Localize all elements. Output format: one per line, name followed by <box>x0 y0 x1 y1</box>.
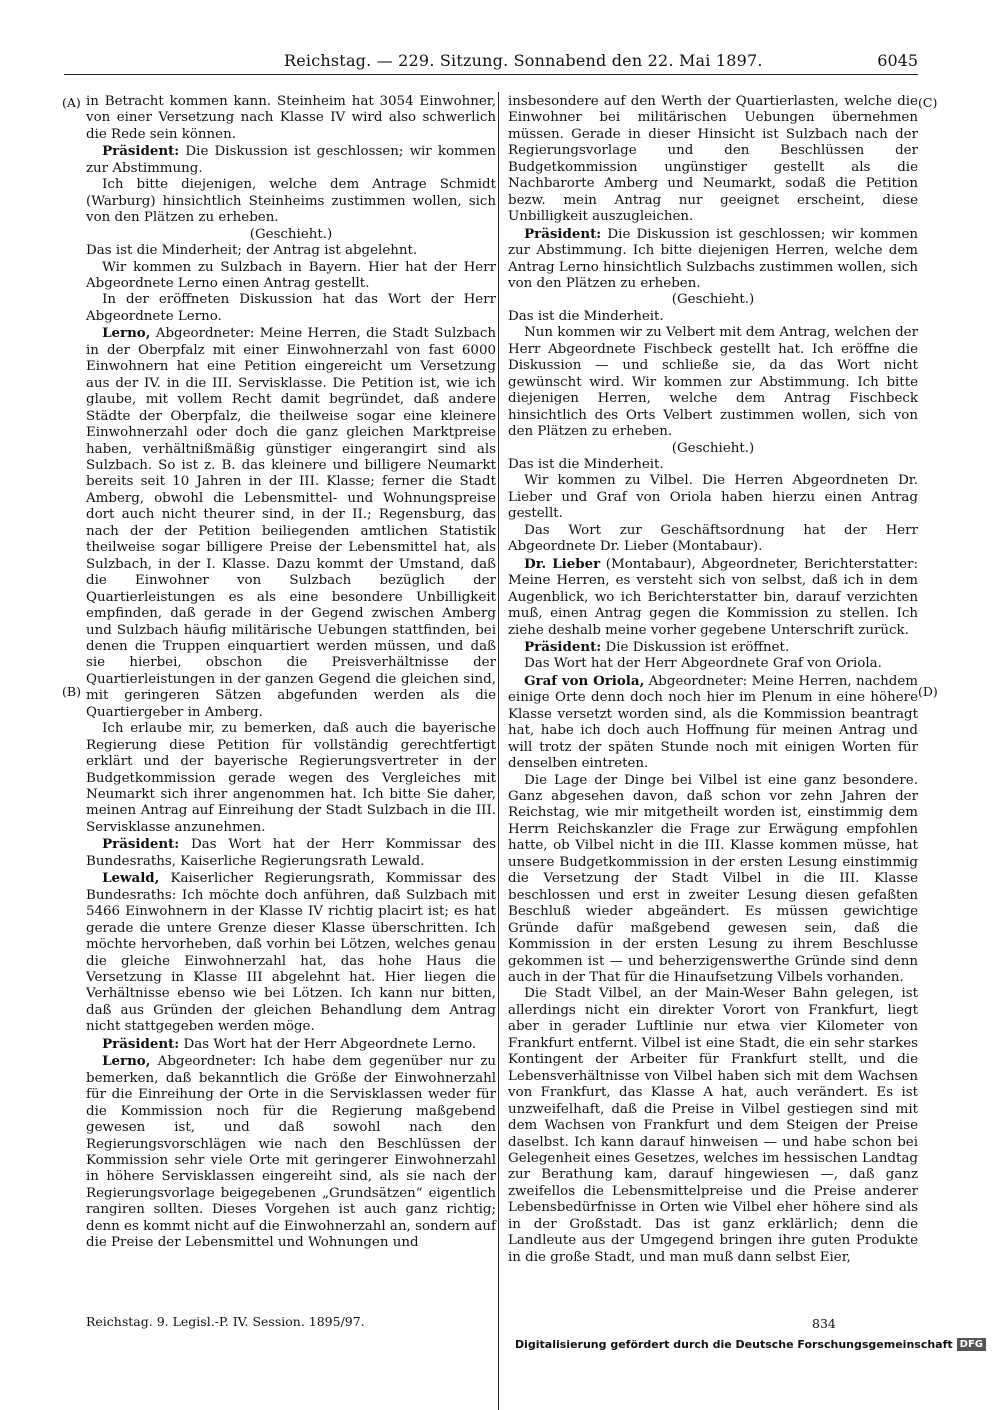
page-number: 6045 <box>877 51 918 70</box>
paragraph-text: Wir kommen zu Sulzbach in Bayern. Hier hat der Herr Abgeordnete Lerno einen Antrag gestellt. <box>86 259 496 291</box>
paragraph-text: Ich erlaube mir, zu bemerken, daß auch die bayerische Regierung diese Petition für vollständig gerechtfertigt erklärt und der bayerische Regierungsvertreter in der Budgetkommission gerade wegen des Vergleiches mit Neumarkt sich ihrer angenommen hat. Ich bitte Sie daher, meinen Antrag auf Einreihung der Stadt Sulzbach in die III. Servisklasse anzunehmen. <box>86 721 496 835</box>
paragraph <box>508 673 918 773</box>
paragraph <box>86 94 496 143</box>
paragraph-text: Das ist die Minderheit; der Antrag ist abgelehnt. <box>86 243 418 259</box>
paragraph <box>508 773 918 987</box>
paragraph <box>508 639 918 656</box>
paragraph-text: (Geschieht.) <box>671 440 755 456</box>
paragraph <box>86 292 496 325</box>
paragraph <box>508 309 918 325</box>
page-signature: 834 <box>812 1316 836 1331</box>
paragraph-text: Das ist die Minderheit. <box>508 308 664 324</box>
page-header <box>64 48 918 75</box>
paragraph <box>86 260 496 293</box>
paragraph-text: (Geschieht.) <box>249 226 333 242</box>
paragraph-text: Abgeordneter: Ich habe dem gegenüber nur zu bemerken, daß bekanntlich die Größe der Einwohnerzahl für die Einreihung der Orte in die Servisklassen weder für die Kommission noch für die Regierung maßgebend gewesen ist, und daß sowohl nach den Regierungsvorschlägen wie nach den Beschlüssen der Kommission sehr viele Orte mit geringerer Einwohnerzahl in höhere Servisklassen eingereiht sind, als sie nach der Regierungsvorlage beigegebenen „Grundsätzen“ eigentlich rangiren sollten. Dieses Vorgehen ist auch ganz richtig; denn es kommt nicht auf die Einwohnerzahl an, sondern auf die Preise der Lebensmittel und Wohnungen und <box>86 1054 496 1251</box>
paragraph <box>508 556 918 639</box>
paragraph-text: Abgeordneter: Meine Herren, die Stadt Sulzbach in der Oberpfalz mit einer Einwohnerzahl von fast 6000 Einwohnern hat eine Petition eingereicht um Versetzung aus der IV. in die III. Servisklasse. Die Petition ist, wie ich glaube, mit vollem Recht damit begründet, daß andere Städte der Oberpfalz, die theilweise sogar eine kleinere Einwohnerzahl oder doch die ganz gleichen Marktpreise haben, verhältnißmäßig günstiger eingerangirt sind als Sulzbach. So ist z. B. das kleinere und billigere Neumarkt bereits seit 10 Jahren in der III. Klasse; ferner die Stadt Amberg, obwohl die Lebensmittel- und Wohnungspreise dort auch nicht theurer sind, in der II.; Regensburg, das nach der der Petition beiliegenden amtlichen Statistik theilweise sogar billigere Preise der Lebensmittel hat, als Sulzbach, in der I. Klasse. Dazu kommt der Umstand, daß die Einwohner von Sulzbach bezüglich der Quartierleistungen es als eine besondere Unbilligkeit empfinden, daß gerade in der Gegend zwischen Amberg und Sulzbach häufig militärische Uebungen stattfinden, bei denen die Truppen einquartiert werden müssen, und daß sie hierbei, obschon die Preisverhältnisse der Quartierleistungen in der ganzen Gegend die gleichen sind, mit geringeren Sätzen abgefunden werden als die Quartiergeber in Amberg. <box>86 326 496 720</box>
paragraph <box>508 325 918 440</box>
right-column <box>508 94 918 1266</box>
paragraph-text: in Betracht kommen kann. Steinheim hat 3054 Einwohner, von einer Versetzung nach Klasse IV wird also schwerlich die Rede sein können. <box>86 94 496 142</box>
paragraph <box>86 177 496 226</box>
speaker-name: Lewald, <box>102 870 160 887</box>
column-divider <box>498 92 499 1410</box>
paragraph <box>508 292 918 308</box>
paragraph <box>508 94 918 226</box>
paragraph <box>86 243 496 259</box>
paragraph-text: Die Diskussion ist geschlossen; wir kommen zur Abstimmung. <box>86 144 496 176</box>
credit-text: Digitalisierung gefördert durch die Deutsche Forschungsgemeinschaft <box>514 1338 953 1351</box>
paragraph-text: Das Wort hat der Herr Abgeordnete Lerno. <box>179 1036 477 1052</box>
speaker-name: Graf von Oriola, <box>524 672 645 689</box>
paragraph <box>86 870 496 1036</box>
left-column <box>86 94 496 1252</box>
paragraph <box>86 227 496 243</box>
margin-mark-a: (A) <box>62 95 81 110</box>
paragraph <box>508 473 918 522</box>
paragraph <box>508 523 918 556</box>
paragraph <box>508 457 918 473</box>
speaker-name: Lerno, <box>102 325 151 342</box>
paragraph <box>508 986 918 1266</box>
paragraph <box>508 226 918 293</box>
speaker-name: Präsident: <box>102 1035 180 1052</box>
speaker-name: Präsident: <box>102 836 180 853</box>
paragraph <box>86 721 496 836</box>
paragraph <box>86 143 496 177</box>
paragraph-text: Wir kommen zu Vilbel. Die Herren Abgeordneten Dr. Lieber und Graf von Oriola haben hierzu einen Antrag gestellt. <box>508 473 918 522</box>
paragraph <box>86 1036 496 1053</box>
paragraph-text: Die Lage der Dinge bei Vilbel ist eine ganz besondere. Ganz abgesehen davon, daß schon vor zehn Jahren der Reichstag, wie mir mitgetheilt worden ist, einstimmig dem Herrn Reichskanzler die Frage zur Erwägung empfohlen hatte, ob Vilbel nicht in die III. Klasse kommen müsse, hat unsere Budgetkommission in der ersten Lesung einstimmig die Versetzung der Stadt Vilbel in die III. Klasse beschlossen und erst in zweiter Lesung diesen gefaßten Beschluß wieder abgeändert. Es müssen gewichtige Gründe dafür maßgebend gewesen sein, daß die Kommission in der ersten Lesung zu ihrem Beschlusse gekommen ist — und beherzigenswerthe Gründe sind denn auch in der That für die Hinaufsetzung Vilbels vorhanden. <box>508 772 918 986</box>
paragraph-text: Nun kommen wir zu Velbert mit dem Antrag, welchen der Herr Abgeordnete Fischbeck gestellt hat. Ich eröffne die Diskussion — und schließe sie, da das Wort nicht gewünscht wird. Wir kommen zur Abstimmung. Ich bitte diejenigen Herren, welche dem Antrag Fischbeck hinsichtlich des Orts Velbert zustimmen wollen, sich von den Plätzen zu erheben. <box>508 325 918 440</box>
speaker-name: Dr. Lieber <box>524 555 601 572</box>
paragraph <box>86 1053 496 1251</box>
digitization-credit <box>515 1338 986 1351</box>
paragraph-text: (Geschieht.) <box>671 292 755 308</box>
paragraph-text: Die Diskussion ist geschlossen; wir kommen zur Abstimmung. Ich bitte diejenigen Herren, welche dem Antrag Lerno hinsichtlich Sulzbachs zustimmen wollen, sich von den Plätzen zu erheben. <box>508 226 918 291</box>
speaker-name: Präsident: <box>102 143 180 160</box>
paragraph <box>86 325 496 721</box>
speaker-name: Lerno, <box>102 1053 151 1070</box>
column-footer: Reichstag. 9. Legisl.-P. IV. Session. 1895/97. <box>86 1314 365 1329</box>
margin-mark-c: (C) <box>918 95 938 110</box>
paragraph-text: insbesondere auf den Werth der Quartierlasten, welche die Einwohner bei militärischen Uebungen übernehmen müssen. Gerade in dieser Hinsicht ist Sulzbach nach der Regierungsvorlage und den Beschlüssen der Budgetkommission ungünstiger gestellt als die Nachbarorte Amberg und Neumarkt, sodaß die Petition bezw. mein Antrag nur geeignet erscheint, diese Unbilligkeit auszugleichen. <box>508 94 918 225</box>
paragraph-text: Abgeordneter: Meine Herren, nachdem einige Orte denn doch noch hier im Plenum in eine höhere Klasse versetzt worden sind, als die Kommission beantragt hat, habe ich doch auch Hoffnung für meinen Antrag und will trotz der späten Stunde noch mit einigen Worten für denselben eintreten. <box>508 673 918 772</box>
speaker-name: Präsident: <box>524 638 602 655</box>
paragraph-text: Das Wort hat der Herr Kommissar des Bundesraths, Kaiserliche Regierungsrath Lewald. <box>86 837 496 869</box>
paragraph <box>86 836 496 870</box>
margin-mark-b: (B) <box>62 684 81 699</box>
paragraph-text: Das Wort hat der Herr Abgeordnete Graf von Oriola. <box>524 656 882 672</box>
paragraph-text: Kaiserlicher Regierungsrath, Kommissar des Bundesraths: Ich möchte doch anführen, daß Sulzbach mit 5466 Einwohnern in der Klasse IV richtig placirt ist; es hat gerade die untere Grenze dieser Klasse überschritten. Ich möchte hervorheben, daß vorhin bei Lötzen, welches genau die gleiche Einwohnerzahl hat, das hohe Haus die Versetzung in Klasse III abgelehnt hat. Hier liegen die Verhältnisse ebenso wie bei Lötzen. Ich kann nur bitten, daß aus Gründen der gleichen Behandlung dem Antrag nicht stattgegeben werden möge. <box>86 871 496 1035</box>
paragraph-text: In der eröffneten Diskussion hat das Wort der Herr Abgeordnete Lerno. <box>86 292 496 324</box>
dfg-logo: DFG <box>957 1338 986 1351</box>
speaker-name: Präsident: <box>524 225 602 242</box>
paragraph <box>508 441 918 457</box>
paragraph <box>508 656 918 672</box>
paragraph-text: (Montabaur), Abgeordneter, Berichterstatter: Meine Herren, es versteht sich von selbst, daß ich in dem Augenblick, wo ich Berichterstatter bin, darauf verzichten muß, einen Antrag gegen die Kommission zu stellen. Ich ziehe deshalb meine vorher gegebene Unterschrift zurück. <box>508 556 918 638</box>
paragraph-text: Das ist die Minderheit. <box>508 456 664 472</box>
paragraph-text: Ich bitte diejenigen, welche dem Antrage Schmidt (Warburg) hinsichtlich Steinheims zustimmen wollen, sich von den Plätzen zu erheben. <box>86 177 496 226</box>
header-title: Reichstag. — 229. Sitzung. Sonnabend den 22. Mai 1897. <box>284 51 763 70</box>
paragraph-text: Das Wort zur Geschäftsordnung hat der Herr Abgeordnete Dr. Lieber (Montabaur). <box>508 522 918 555</box>
paragraph-text: Die Stadt Vilbel, an der Main-Weser Bahn gelegen, ist allerdings nicht ein direkter Vorort von Frankfurt, liegt aber in gerader Luftlinie nur etwa vier Kilometer von Frankfurt entfernt. Vilbel ist eine Stadt, die ein sehr starkes Kontingent der Arbeiter für Frankfurt stellt, und die Lebensverhältnisse von Vilbel haben sich mit dem Wachsen von Frankfurt, das Klasse A hat, auch verändert. Es ist unzweifelhaft, daß die Preise in Vilbel gestiegen sind mit dem Wachsen von Frankfurt und dem Steigen der Preise daselbst. Ich kann darauf hinweisen — und habe schon bei Gelegenheit eines Gesetzes, welches im hessischen Landtag zur Berathung kam, darauf hingewiesen —, daß ganz zweifellos die Lebensmittelpreise und die Preise anderer Lebensbedürfnisse in Orten wie Vilbel eher höhere sind als in der Großstadt. Das ist ganz erklärlich; denn die Landleute aus der Umgegend bringen ihre guten Produkte in die große Stadt, und man muß dann selbst Eier, <box>508 986 918 1265</box>
paragraph-text: Die Diskussion ist eröffnet. <box>601 639 790 655</box>
margin-mark-d: (D) <box>918 684 938 699</box>
